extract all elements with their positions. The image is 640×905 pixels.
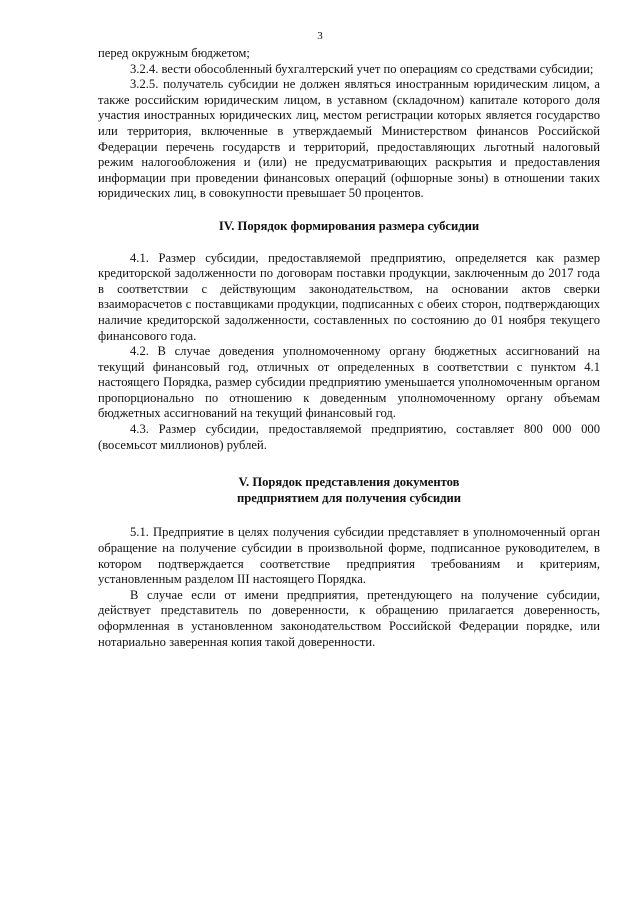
- section-heading-v-line2: предприятием для получения субсидии: [236, 490, 462, 505]
- section-heading-iv: IV. Порядок формирования размера субсидии: [218, 218, 480, 233]
- paragraph-3-2-5: 3.2.5. получатель субсидии не должен являться иностранным юридическим лицом, а также российским юридическим лицом, в уставном (складочном) капитале которого доля участия иностранных юридических лиц, местом регистрации которых является государство или территория, включенные в утверждаемый Министерством финансов Российской Федерации перечень государств и территорий, предоставляющих льготный налоговый режим налогообложения и (или) не предусматривающих раскрытия и предоставления информации при проведении финансовых операций (офшорные зоны) в отношении таких юридических лиц, в совокупности превышает 50 процентов.: [98, 77, 600, 201]
- paragraph-4-1: 4.1. Размер субсидии, предоставляемой предприятию, определяется как размер кредиторской задолженности по договорам поставки продукции, заключенным до 2017 года в соответствии с действующим законодательством, на основании актов сверки взаиморасчетов с поставщиками продукции, подписанных с обеих сторон, подтверждающих наличие кредиторской задолженности, составленных по состоянию до 01 ноября текущего финансового года.: [98, 250, 600, 343]
- document-body: [98, 46, 600, 650]
- paragraph-4-3: 4.3. Размер субсидии, предоставляемой предприятию, составляет 800 000 000 (восемьсот миллионов) рублей.: [98, 422, 600, 452]
- paragraph-5-1: 5.1. Предприятие в целях получения субсидии представляет в уполномоченный орган обращение на получение субсидии в произвольной форме, подписанное руководителем, в котором подтверждается соответствие предприятия требованиям и критериям, установленным разделом III настоящего Порядка.: [98, 525, 600, 587]
- paragraph-budget-continuation: перед окружным бюджетом;: [98, 46, 250, 60]
- paragraph-3-2-4: 3.2.4. вести обособленный бухгалтерский учет по операциям со средствами субсидии;: [130, 61, 594, 76]
- paragraph-representative: В случае если от имени предприятия, претендующего на получение субсидии, действует представитель по доверенности, к обращению прилагается доверенность, оформленная в установленном законодательством Российской Федерации порядке, или нотариально заверенная копия такой доверенности.: [98, 587, 600, 649]
- page-number: 3: [317, 30, 323, 42]
- section-heading-v-line1: V. Порядок представления документов: [238, 475, 460, 490]
- paragraph-4-2: 4.2. В случае доведения уполномоченному органу бюджетных ассигнований на текущий финансовый год, отличных от определенных в соответствии с пунктом 4.1 настоящего Порядка, размер субсидии предприятию уменьшается уполномоченным органом пропорционально по отношению к доведенным уполномоченному органу объемам бюджетных ассигнований на текущий финансовый год.: [98, 344, 600, 421]
